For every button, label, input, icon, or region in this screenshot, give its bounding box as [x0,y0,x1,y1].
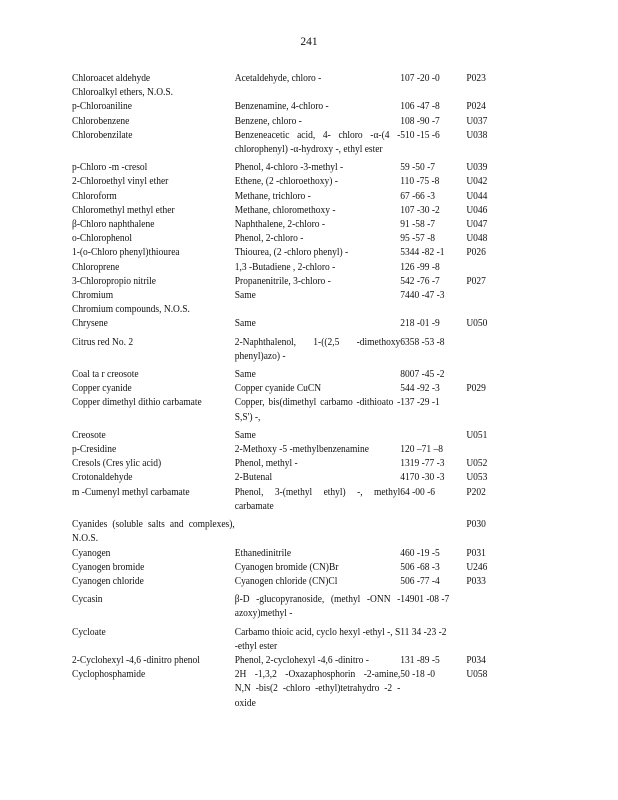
table-row [72,317,508,331]
waste-code: U053 [466,472,488,484]
cas-number [400,86,466,100]
chemical-name: Chlorobenzilate [72,129,133,141]
chemical-synonym: Same [234,318,256,330]
table-row [72,336,508,364]
chemical-name: o-Chlorophenol [72,233,132,245]
table-row [72,429,508,443]
chemical-synonym: Methane, trichloro - [234,190,311,202]
waste-code: U051 [466,429,488,441]
cas-number: 91 -58 -7 [400,219,436,231]
chemical-name: Chloroacet aldehyde [72,73,151,84]
waste-code: P031 [466,547,486,559]
chemical-name: Cyanogen bromide [72,561,145,573]
cas-number: 7440 -47 -3 [400,290,445,302]
cas-number: 107 -30 -2 [400,204,440,216]
waste-code: P023 [466,73,486,84]
chemical-name: Creosote [72,429,106,441]
chemical-synonym: Same [234,429,256,441]
table-row [72,457,508,471]
chemical-synonym: Cyanogen chloride (CN)Cl [234,575,338,587]
chemical-synonym: Phenol, 3-(methyl ethyl) -, methyl carbamate [234,486,401,512]
chemical-synonym: Acetaldehyde, chloro - [234,73,322,84]
chemical-synonym: 2-Butenal [234,472,273,484]
chemical-name: Chromium compounds, N.O.S. [72,304,190,316]
waste-code: P030 [466,519,486,531]
chemical-synonym: 2H -1,3,2 -Oxazaphosphorin -2-amine, N,N -bis(2 -chloro -ethyl)tetrahydro -2 -oxide [234,669,401,709]
table-row [72,593,508,621]
waste-code [466,368,508,382]
chemical-name: Copper dimethyl dithio carbamate [72,397,202,409]
chemical-synonym: Same [234,290,256,302]
chemical-synonym: 1,3 -Butadiene , 2-chloro - [234,261,336,273]
table-row [72,100,508,114]
chemical-name: p-Chloro -m -cresol [72,162,148,174]
chemical-name: Cycasin [72,594,103,606]
table-row [72,204,508,218]
table-row [72,561,508,575]
cas-number: 5344 -82 -1 [400,247,445,259]
chemical-name: Crotonaldehyde [72,472,133,484]
waste-code: U037 [466,115,488,127]
cas-number: 8007 -45 -2 [400,369,445,381]
cas-number: 460 -19 -5 [400,547,440,559]
chemical-name: Chrysene [72,318,108,330]
chemical-name: Chloroprene [72,261,120,273]
table-row [72,129,508,157]
hazardous-waste-table [72,72,508,711]
chemical-synonym: Phenol, 4-chloro -3-methyl - [234,162,344,174]
cas-number: 67 -66 -3 [400,190,436,202]
waste-code: P034 [466,654,486,666]
table-row [72,303,508,317]
waste-code: U052 [466,458,488,470]
chemical-name: Chloroalkyl ethers, N.O.S. [72,87,174,99]
chemical-synonym: Copper, bis(dimethyl carbamo -dithioato -S,S') -, [234,397,401,423]
chemical-synonym: β-D -glucopyranoside, (methyl -ONN -azoxy)methyl - [234,594,401,620]
table-row [72,218,508,232]
cas-number: 59 -50 -7 [400,162,436,174]
chemical-synonym: Propanenitrile, 3-chloro - [234,275,331,287]
chemical-name: Cyclophosphamide [72,669,146,681]
chemical-synonym: Benzeneacetic acid, 4- chloro -α-(4 -chlorophenyl) -α-hydroxy -, ethyl ester [234,129,401,156]
page-number: 241 [300,36,318,48]
waste-code [466,289,508,303]
table-row [72,396,508,424]
waste-code [466,303,508,317]
waste-code: P033 [466,575,486,587]
table-row [72,382,508,396]
waste-code [466,261,508,275]
table-row [72,175,508,189]
chemical-synonym [235,86,401,100]
waste-code [466,443,508,457]
chemical-synonym [235,518,401,546]
table-row [72,190,508,204]
chemical-name: Cyanogen [72,547,111,559]
waste-code: P026 [466,247,486,259]
table-row [72,471,508,485]
table-row [72,654,508,668]
waste-code [466,336,508,364]
table-row [72,261,508,275]
cas-number: 6358 -53 -8 [400,336,445,348]
chemical-synonym [235,303,401,317]
chemical-name: Copper cyanide [72,383,132,395]
chemical-name: 2-Cyclohexyl -4,6 -dinitro phenol [72,654,200,666]
table-row [72,575,508,589]
table-row [72,518,508,546]
cas-number: 126 -99 -8 [400,261,440,273]
cas-number: 50 -18 -0 [400,669,436,681]
chemical-name: Cycloate [72,626,106,638]
table-row [72,289,508,303]
cas-number: 131 -89 -5 [400,654,440,666]
table-row [72,668,508,711]
chemical-name: m -Cumenyl methyl carbamate [72,486,190,498]
waste-code: U246 [466,561,488,573]
waste-code: P027 [466,275,486,287]
cas-number [400,303,466,317]
chemical-synonym: Phenol, 2-cyclohexyl -4,6 -dinitro - [234,654,369,666]
cas-number: 506 -77 -4 [400,575,440,587]
chemical-name: 2-Chloroethyl vinyl ether [72,176,169,188]
cas-number [400,518,466,546]
cas-number: 510 -15 -6 [400,129,440,141]
cas-number: 107 -20 -0 [400,73,440,84]
waste-code: P029 [466,383,486,395]
waste-code: U044 [466,190,488,202]
cas-number: 14901 -08 -7 [400,594,450,606]
chemical-name: p-Chloroaniline [72,101,132,113]
chemical-synonym: Copper cyanide CuCN [234,383,322,395]
chemical-name: Citrus red No. 2 [72,336,134,348]
table-row [72,72,508,86]
cas-number: 137 -29 -1 [400,397,440,409]
cas-number: 95 -57 -8 [400,233,436,245]
cas-number: 218 -01 -9 [400,318,440,330]
waste-code [466,86,508,100]
cas-number: 106 -47 -8 [400,101,440,113]
waste-code: U039 [466,162,488,174]
chemical-name: Chromium [72,290,114,302]
chemical-name: 1-(o-Chloro phenyl)thiourea [72,247,180,259]
chemical-name: Chlorobenzene [72,115,130,127]
table-row [72,486,508,514]
chemical-synonym: 2-Naphthalenol, 1-((2,5 -dimethoxy phenyl)azo) - [234,336,401,362]
table-row [72,368,508,382]
cas-number: 64 -00 -6 [400,486,436,498]
waste-code: U038 [466,129,488,141]
waste-code: U046 [466,204,488,216]
waste-code [466,396,508,424]
waste-code [466,593,508,621]
table-row [72,246,508,260]
cas-number [400,429,466,443]
chemical-synonym: Cyanogen bromide (CN)Br [234,561,339,573]
waste-code: U048 [466,233,488,245]
table-row [72,626,508,654]
waste-code [466,626,508,654]
chemical-synonym: Ethene, (2 -chloroethoxy) - [234,176,338,188]
table-row [72,86,508,100]
cas-number: 544 -92 -3 [400,383,440,395]
waste-code: U058 [466,669,488,681]
table-row [72,547,508,561]
table-body [72,72,508,711]
chemical-name: β-Chloro naphthalene [72,219,155,231]
chemical-name: 3-Chloropropio nitrile [72,275,156,287]
cas-number: 1319 -77 -3 [400,458,445,470]
cas-number: 506 -68 -3 [400,561,440,573]
waste-code: U042 [466,176,488,188]
table-row [72,115,508,129]
cas-number: 108 -90 -7 [400,115,440,127]
chemical-synonym: Same [234,369,256,381]
cas-number: 4170 -30 -3 [400,472,445,484]
chemical-synonym: Phenol, 2-chloro - [234,233,304,245]
chemical-name: Cyanides (soluble salts and complexes), N.O.S. [72,519,235,545]
chemical-synonym: Naphthalene, 2-chloro - [234,219,325,231]
chemical-synonym: Methane, chloromethoxy - [234,204,336,216]
chemical-name: Cresols (Cres ylic acid) [72,458,162,470]
cas-number: 120 –71 –8 [400,444,443,456]
table-row [72,161,508,175]
chemical-synonym: Phenol, methyl - [234,458,298,470]
cas-number: 110 -75 -8 [400,176,440,188]
chemical-synonym: Benzene, chloro - [234,115,302,127]
waste-code: U050 [466,318,488,330]
waste-code: P202 [466,486,486,498]
chemical-name: Coal ta r creosote [72,369,139,381]
chemical-name: Cyanogen chloride [72,575,144,587]
table-row [72,275,508,289]
waste-code: U047 [466,219,488,231]
chemical-synonym: 2-Methoxy -5 -methylbenzenamine [234,444,369,456]
waste-code: P024 [466,101,486,113]
table-row [72,232,508,246]
chemical-name: Chloroform [72,190,117,202]
chemical-synonym: Ethanedinitrile [234,547,292,559]
cas-number: 542 -76 -7 [400,275,440,287]
chemical-synonym: Carbamo thioic acid, cyclo hexyl -ethyl -, S -ethyl ester [234,626,401,652]
chemical-name: Chloromethyl methyl ether [72,204,175,216]
chemical-synonym: Thiourea, (2 -chloro phenyl) - [234,247,349,259]
chemical-synonym: Benzenamine, 4-chloro - [234,101,329,113]
table-row [72,443,508,457]
chemical-name: p-Cresidine [72,444,117,456]
cas-number: 11 34 -23 -2 [400,626,447,638]
